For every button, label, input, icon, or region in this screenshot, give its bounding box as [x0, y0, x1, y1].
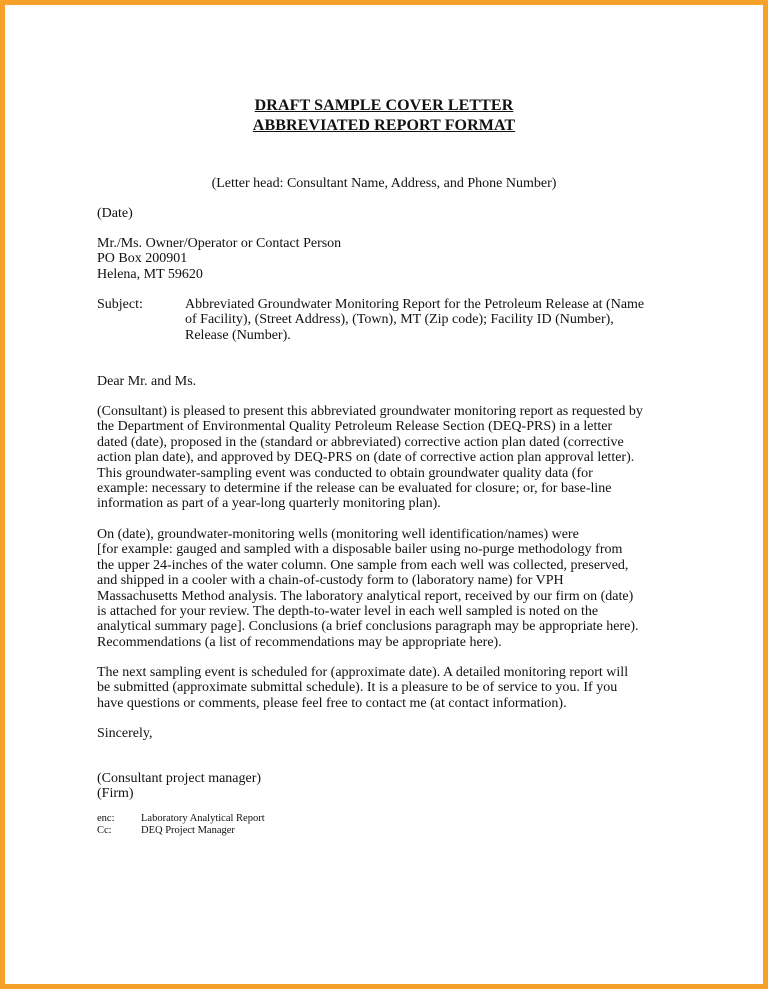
paragraph-line: This groundwater-sampling event was conducted to obtain groundwater quality data (for	[97, 465, 593, 481]
signature-firm: (Firm)	[97, 786, 134, 802]
paragraph-line: On (date), groundwater-monitoring wells (monitoring well identification/names) were	[97, 527, 579, 542]
paragraph-line: action plan date), and approved by DEQ-PRS on (date of corrective action plan approval letter).	[97, 450, 635, 466]
cc-label: Cc:	[97, 825, 112, 836]
recipient-po-box: PO Box 200901	[97, 251, 188, 267]
date-placeholder: (Date)	[97, 206, 133, 221]
body-paragraph-sampling	[97, 527, 639, 650]
document-subtitle: ABBREVIATED REPORT FORMAT	[252, 117, 516, 134]
document-title: DRAFT SAMPLE COVER LETTER	[254, 97, 514, 114]
body-paragraph-intro	[97, 404, 643, 512]
paragraph-line: have questions or comments, please feel free to contact me (at contact information).	[97, 695, 567, 711]
paragraph-line: [for example: gauged and sampled with a disposable bailer using no-purge methodology from	[97, 542, 623, 558]
enclosure-value: Laboratory Analytical Report	[141, 813, 265, 824]
paragraph-line: be submitted (approximate submittal schedule). It is a pleasure to be of service to you. If you	[97, 680, 618, 696]
subject-label: Subject:	[97, 297, 143, 312]
paragraph-line: (Consultant) is pleased to present this abbreviated groundwater monitoring report as requested by	[97, 404, 643, 419]
enclosure-label: enc:	[97, 813, 115, 824]
paragraph-line: the Department of Environmental Quality Petroleum Release Section (DEQ-PRS) in a letter	[97, 419, 613, 435]
salutation: Dear Mr. and Ms.	[97, 374, 197, 389]
letterhead-placeholder: (Letter head: Consultant Name, Address, and Phone Number)	[211, 176, 557, 191]
paragraph-line: is attached for your review. The depth-to-water level in each well sampled is noted on the	[97, 604, 599, 620]
paragraph-line: Massachusetts Method analysis. The laboratory analytical report, received by our firm on (date)	[97, 588, 634, 604]
recipient-city: Helena, MT 59620	[97, 266, 203, 282]
paragraph-line: Recommendations (a list of recommendations may be appropriate here).	[97, 634, 502, 650]
subject-line: of Facility), (Street Address), (Town), MT (Zip code); Facility ID (Number),	[185, 312, 614, 328]
paragraph-line: analytical summary page]. Conclusions (a brief conclusions paragraph may be appropriate here).	[97, 619, 639, 635]
paragraph-line: and shipped in a cooler with a chain-of-custody form to (laboratory name) for VPH	[97, 573, 564, 589]
subject-line: Release (Number).	[185, 327, 291, 343]
signature-name: (Consultant project manager)	[97, 771, 262, 786]
signature-block	[97, 771, 261, 802]
paragraph-line: the upper 24-inches of the water column. One sample from each well was collected, preserved,	[97, 557, 629, 573]
paragraph-line: dated (date), proposed in the (standard or abbreviated) corrective action plan dated (corrective	[97, 434, 624, 450]
paragraph-line: example: necessary to determine if the release can be evaluated for closure; or, for base-line	[97, 481, 612, 497]
recipient-name: Mr./Ms. Owner/Operator or Contact Person	[97, 236, 342, 251]
body-paragraph-next-steps	[97, 665, 628, 711]
subject-text	[185, 297, 644, 343]
recipient-address-block	[97, 236, 341, 282]
subject-line: Abbreviated Groundwater Monitoring Report for the Petroleum Release at (Name	[185, 297, 645, 312]
cc-value: DEQ Project Manager	[141, 825, 235, 836]
paragraph-line: The next sampling event is scheduled for (approximate date). A detailed monitoring report will	[97, 665, 629, 680]
paragraph-line: information as part of a year-long quarterly monitoring plan).	[97, 496, 441, 512]
closing: Sincerely,	[97, 726, 153, 741]
